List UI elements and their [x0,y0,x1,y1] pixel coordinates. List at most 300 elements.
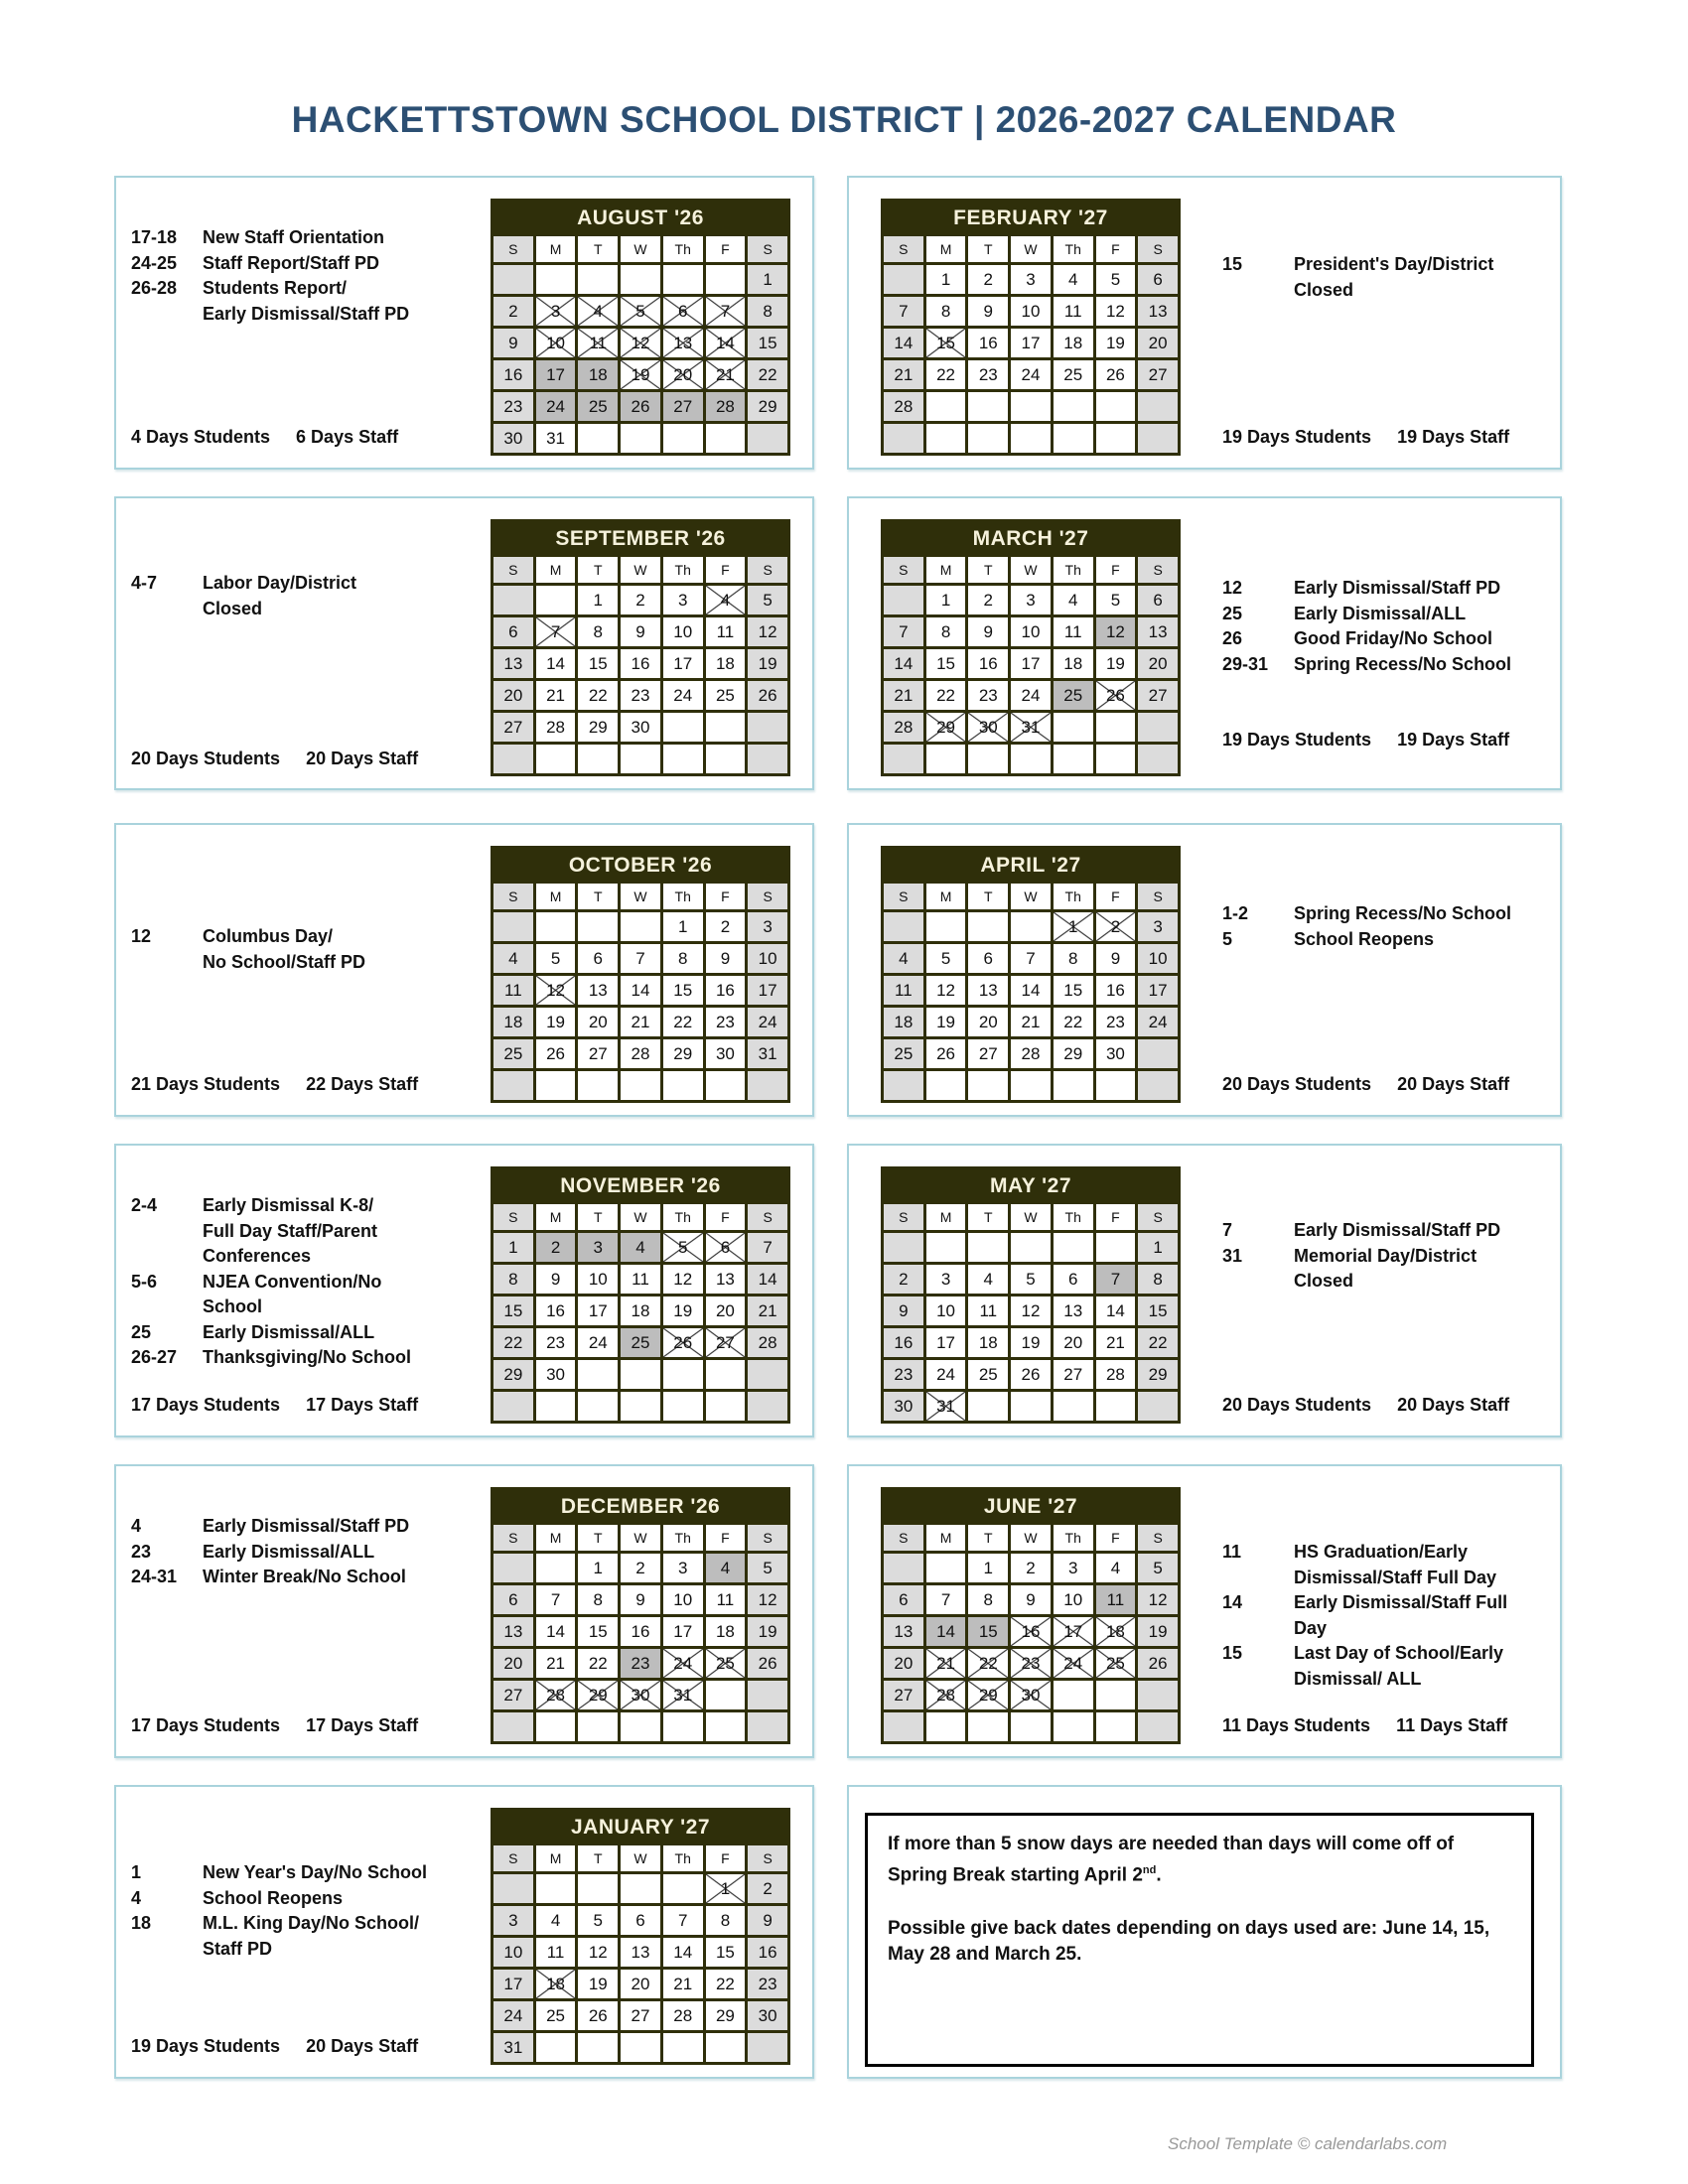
event-item [131,1540,479,1566]
day-cell: 19 [748,649,787,678]
empty-day-cell [536,265,576,294]
event-line: Closed [1294,279,1354,300]
day-cell-highlighted: 11 [1096,1585,1136,1614]
event-description [203,1514,409,1540]
empty-day-cell [1096,1071,1136,1100]
event-description [1294,252,1493,303]
month-panel [847,1464,1562,1758]
empty-day-cell [1054,1681,1093,1709]
empty-day-cell [968,1071,1008,1100]
weekday-header: T [968,1525,1008,1551]
day-cell: 5 [536,944,576,973]
event-line: Day [1294,1617,1328,1638]
day-cell: 27 [493,713,533,742]
day-cell: 9 [706,944,746,973]
empty-day-cell [1054,1712,1093,1741]
day-cell-highlighted: 4 [706,1554,746,1582]
day-cell: 25 [493,1039,533,1068]
day-cell: 3 [1054,1554,1093,1582]
empty-day-cell [1054,745,1093,773]
event-item [131,1193,479,1270]
event-date: 4 [131,1887,142,1908]
month-panel [847,176,1562,470]
empty-day-cell [663,745,703,773]
students-day-count: 20 Days Students [1222,1074,1372,1094]
day-cell: 1 [968,1554,1008,1582]
event-list [1222,1540,1550,1692]
day-cell: 4 [968,1265,1008,1294]
day-cell: 5 [1096,586,1136,614]
empty-day-cell [748,1712,787,1741]
day-cell: 21 [536,1649,576,1678]
empty-day-cell [748,2033,787,2062]
event-description [1294,576,1500,602]
students-day-count: 19 Days Students [1222,427,1372,447]
day-cell: 26 [536,1039,576,1068]
day-cell: 15 [1054,976,1093,1005]
empty-day-cell [968,392,1008,421]
day-cell: 26 [748,1649,787,1678]
day-cell: 29 [1054,1039,1093,1068]
weekday-header: W [621,1845,660,1871]
weekday-header: M [536,884,576,909]
day-cell: 17 [1138,976,1178,1005]
template-credit: School Template © calendarlabs.com [1168,2134,1448,2153]
day-cell: 25 [1054,360,1093,389]
weekday-header: S [884,557,923,583]
day-cell-closed: 17 [1054,1617,1093,1646]
empty-day-cell [621,1392,660,1421]
weekday-header: S [748,557,787,583]
empty-day-cell [663,1874,703,1903]
day-cell: 29 [706,2001,746,2030]
empty-day-cell [926,1554,966,1582]
event-date: 5 [1222,928,1233,949]
empty-day-cell [1138,1071,1178,1100]
day-cell: 22 [1054,1008,1093,1036]
weekday-header: Th [1054,884,1093,909]
day-cell: 13 [884,1617,923,1646]
month-calendar [491,1487,790,1744]
event-date: 25 [1222,603,1243,623]
staff-day-count: 17 Days Staff [306,1715,419,1735]
day-cell: 23 [968,360,1008,389]
event-date: 15 [1222,1643,1243,1663]
event-date: 4 [131,1516,142,1536]
day-cell-closed: 12 [536,976,576,1005]
empty-day-cell [1138,713,1178,742]
day-cell-closed: 11 [578,329,618,357]
day-cell: 26 [748,681,787,710]
event-line: Dismissal/ ALL [1294,1668,1422,1689]
day-cell: 20 [1138,649,1178,678]
event-item [131,571,479,621]
month-title: SEPTEMBER '26 [555,527,726,550]
event-date: 15 [1222,254,1243,274]
day-cell-highlighted: 3 [578,1233,618,1262]
weekday-header: S [1138,1525,1178,1551]
empty-day-cell [706,745,746,773]
month-title: AUGUST '26 [577,206,704,229]
month-calendar [491,199,790,456]
weekday-header: W [1011,884,1051,909]
day-cell: 8 [578,1585,618,1614]
event-description [1294,1540,1496,1590]
day-cell-closed: 25 [1096,1649,1136,1678]
day-cell: 25 [968,1360,1008,1389]
event-line: President's Day/District [1294,254,1494,274]
day-cell: 8 [706,1906,746,1935]
day-cell: 18 [706,1617,746,1646]
day-cell: 21 [663,1970,703,1998]
day-cell: 12 [926,976,966,1005]
students-day-count: 20 Days Students [1222,1395,1372,1415]
page-title: HACKETTSTOWN SCHOOL DISTRICT | 2026-2027 CALENDAR [291,99,1397,140]
day-cell-closed: 3 [536,297,576,326]
day-cell: 17 [493,1970,533,1998]
event-date: 24-31 [131,1567,178,1586]
day-cell: 22 [926,681,966,710]
day-grid [884,1204,1178,1421]
empty-day-cell [621,424,660,453]
day-cell-highlighted: 18 [578,360,618,389]
month-panel [114,1785,814,2079]
day-cell: 15 [1138,1297,1178,1325]
day-grid [884,884,1178,1100]
day-cell: 20 [493,1649,533,1678]
day-cell: 21 [621,1008,660,1036]
day-cell: 19 [578,1970,618,1998]
month-title: OCTOBER '26 [568,854,713,877]
event-line: School Reopens [203,1887,344,1908]
month-panel [847,1144,1562,1437]
empty-day-cell [1138,1392,1178,1421]
day-cell: 21 [748,1297,787,1325]
day-cell: 3 [663,1554,703,1582]
day-cell: 2 [748,1874,787,1903]
day-cell: 16 [621,1617,660,1646]
day-cell: 19 [1096,649,1136,678]
event-line: Early Dismissal/Staff PD [203,303,410,324]
empty-day-cell [926,1233,966,1262]
weekday-header: S [493,557,533,583]
event-line: School [203,1297,263,1316]
day-cell: 25 [884,1039,923,1068]
staff-day-count: 19 Days Staff [1397,730,1510,750]
day-cell: 21 [1011,1008,1051,1036]
empty-day-cell [706,265,746,294]
day-cell: 17 [663,1617,703,1646]
day-cell: 21 [884,681,923,710]
day-cell-highlighted: 4 [621,1233,660,1262]
event-list [131,1860,479,1962]
day-cell: 17 [1011,649,1051,678]
empty-day-cell [493,1071,533,1100]
staff-day-count: 20 Days Staff [1397,1074,1510,1094]
day-cell: 14 [663,1938,703,1967]
day-cell: 20 [1054,1328,1093,1357]
weekday-header: T [578,1525,618,1551]
empty-day-cell [578,1071,618,1100]
day-cell: 19 [1096,329,1136,357]
empty-day-cell [884,1712,923,1741]
event-item [131,251,479,277]
day-cell: 9 [884,1297,923,1325]
day-cell-closed: 13 [663,329,703,357]
day-cell: 13 [493,649,533,678]
day-cell: 10 [663,1585,703,1614]
day-cell-closed: 29 [926,713,966,742]
weekday-header: W [621,557,660,583]
empty-day-cell [536,1712,576,1741]
day-cell: 12 [1138,1585,1178,1614]
weekday-header: S [748,236,787,262]
day-cell: 14 [536,649,576,678]
day-cell: 12 [663,1265,703,1294]
day-cell-closed: 26 [663,1328,703,1357]
snow-days-note [865,1813,1534,2067]
day-cell: 22 [578,1649,618,1678]
month-panel [847,496,1562,790]
day-cell-closed: 1 [1054,912,1093,941]
day-cell: 11 [1054,617,1093,646]
weekday-header: W [1011,1204,1051,1230]
day-cell: 15 [578,1617,618,1646]
empty-day-cell [536,1392,576,1421]
day-cell: 9 [748,1906,787,1935]
day-cell: 29 [748,392,787,421]
day-cell: 17 [1011,329,1051,357]
day-cell-closed: 24 [1054,1649,1093,1678]
day-cell: 24 [926,1360,966,1389]
empty-day-cell [926,424,966,453]
event-description [203,571,356,621]
event-item [131,225,479,251]
day-cell: 5 [748,1554,787,1582]
day-cell: 31 [748,1039,787,1068]
event-description [203,1860,427,1886]
month-calendar [881,1166,1181,1424]
day-cell: 3 [663,586,703,614]
day-cell: 14 [748,1265,787,1294]
day-cell: 27 [1054,1360,1093,1389]
day-cell-closed: 14 [706,329,746,357]
day-cell: 20 [621,1970,660,1998]
day-cell: 4 [1054,265,1093,294]
weekday-header: M [926,1204,966,1230]
day-cell: 9 [1011,1585,1051,1614]
empty-day-cell [706,2033,746,2062]
empty-day-cell [1138,745,1178,773]
day-cell: 5 [748,586,787,614]
day-cell: 11 [536,1938,576,1967]
event-line: NJEA Convention/No [203,1271,382,1292]
empty-day-cell [1096,1681,1136,1709]
weekday-header: F [1096,236,1136,262]
event-line: Winter Break/No School [203,1567,406,1586]
event-description [1294,652,1511,678]
month-title: JUNE '27 [983,1495,1078,1518]
day-cell: 7 [621,944,660,973]
empty-day-cell [1054,424,1093,453]
weekday-header: S [884,1525,923,1551]
day-cell: 10 [493,1938,533,1967]
staff-day-count: 6 Days Staff [296,427,399,447]
students-day-count: 17 Days Students [131,1395,281,1415]
day-cell: 2 [884,1265,923,1294]
empty-day-cell [926,392,966,421]
note-text: If more than 5 snow days are needed than days will come off of Spring Break starting April 2 [888,1834,1455,1886]
day-cell-closed: 7 [536,617,576,646]
note-paragraph-1 [888,1832,1511,1888]
event-date: 11 [1222,1542,1242,1562]
event-date: 23 [131,1541,152,1562]
empty-day-cell [926,745,966,773]
day-cell: 6 [493,1585,533,1614]
event-description [203,1565,406,1590]
day-cell: 10 [578,1265,618,1294]
event-item [1222,901,1550,927]
day-cell: 28 [884,713,923,742]
day-cell: 29 [663,1039,703,1068]
day-cell: 7 [884,617,923,646]
day-cell: 14 [884,649,923,678]
empty-day-cell [1096,392,1136,421]
event-description [1294,1590,1507,1641]
empty-day-cell [1096,713,1136,742]
event-item [1222,602,1550,627]
day-cell: 11 [493,976,533,1005]
event-item [1222,576,1550,602]
event-description [1294,901,1511,927]
month-calendar [881,1487,1181,1744]
event-list [131,1514,479,1590]
day-cell: 1 [493,1233,533,1262]
students-day-count: 21 Days Students [131,1074,281,1094]
day-cell: 5 [926,944,966,973]
day-cell-closed: 1 [706,1874,746,1903]
day-grid [493,1845,787,2062]
empty-day-cell [884,1554,923,1582]
month-calendar [491,519,790,776]
day-cell: 5 [1096,265,1136,294]
empty-day-cell [493,586,533,614]
day-cell: 15 [748,329,787,357]
day-cell-highlighted: 12 [1096,617,1136,646]
event-item [1222,1590,1550,1641]
day-cell: 16 [968,649,1008,678]
day-counts [1222,1074,1509,1095]
weekday-header: Th [1054,236,1093,262]
empty-day-cell [663,1392,703,1421]
day-cell: 8 [663,944,703,973]
empty-day-cell [621,1360,660,1389]
day-cell: 22 [493,1328,533,1357]
day-cell-closed: 19 [621,360,660,389]
day-cell-closed: 25 [706,1649,746,1678]
day-cell: 3 [926,1265,966,1294]
empty-day-cell [663,1712,703,1741]
day-cell: 19 [663,1297,703,1325]
day-cell: 24 [748,1008,787,1036]
event-list [131,571,479,621]
day-cell: 7 [926,1585,966,1614]
day-grid [884,557,1178,773]
day-cell: 9 [621,617,660,646]
event-date: 26-28 [131,278,178,298]
event-description [203,1540,374,1566]
event-item [1222,1641,1550,1692]
empty-day-cell [926,912,966,941]
event-item [1222,252,1550,303]
empty-day-cell [748,713,787,742]
month-calendar [491,846,790,1103]
day-cell: 27 [621,2001,660,2030]
day-counts [131,749,418,769]
weekday-header: F [706,236,746,262]
day-cell-closed: 10 [536,329,576,357]
day-cell: 6 [1054,1265,1093,1294]
day-cell-closed: 30 [621,1681,660,1709]
day-cell: 12 [1096,297,1136,326]
day-cell: 13 [706,1265,746,1294]
empty-day-cell [1054,1233,1093,1262]
event-line: Good Friday/No School [1294,628,1493,648]
day-cell-closed: 4 [706,586,746,614]
day-cell: 13 [1138,617,1178,646]
day-cell: 17 [748,976,787,1005]
empty-day-cell [884,424,923,453]
day-cell-highlighted: 26 [621,392,660,421]
day-cell: 26 [578,2001,618,2030]
day-cell: 16 [1096,976,1136,1005]
month-calendar [491,1166,790,1424]
day-cell: 22 [578,681,618,710]
day-cell: 12 [578,1938,618,1967]
day-cell: 22 [663,1008,703,1036]
event-item [1222,927,1550,953]
empty-day-cell [1138,424,1178,453]
day-cell: 19 [536,1008,576,1036]
event-list [1222,576,1550,677]
day-cell: 27 [1138,681,1178,710]
staff-day-count: 20 Days Staff [306,2036,419,2056]
day-cell-closed: 20 [663,360,703,389]
staff-day-count: 20 Days Staff [1397,1395,1510,1415]
weekday-header: T [968,884,1008,909]
empty-day-cell [884,265,923,294]
event-description [1294,602,1466,627]
empty-day-cell [536,912,576,941]
day-cell: 6 [621,1906,660,1935]
weekday-header: F [1096,1204,1136,1230]
day-cell: 8 [968,1585,1008,1614]
weekday-header: S [1138,236,1178,262]
day-cell: 18 [1054,649,1093,678]
weekday-header: F [706,884,746,909]
event-description [1294,626,1492,652]
day-cell: 24 [1138,1008,1178,1036]
note-text-end: . [1156,1864,1162,1886]
empty-day-cell [1096,745,1136,773]
event-line: Closed [1294,1271,1354,1291]
empty-day-cell [1011,1233,1051,1262]
day-cell: 19 [926,1008,966,1036]
weekday-header: S [493,1845,533,1871]
day-cell-closed: 22 [968,1649,1008,1678]
empty-day-cell [706,1360,746,1389]
day-cell-closed: 29 [578,1681,618,1709]
